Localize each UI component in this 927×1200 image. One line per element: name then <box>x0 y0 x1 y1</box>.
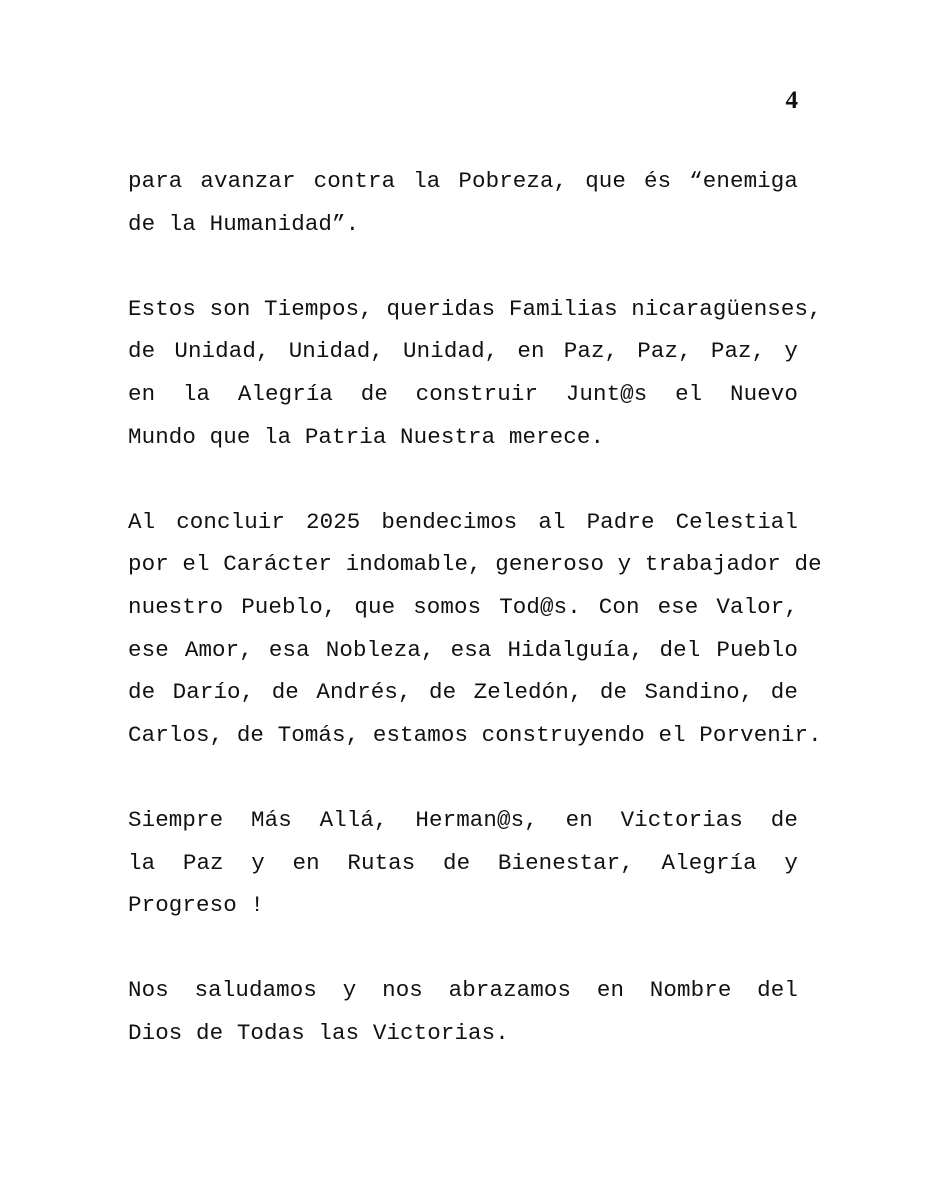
text-line: Al concluir 2025 bendecimos al Padre Celestial <box>128 508 798 535</box>
text-line: Nos saludamos y nos abrazamos en Nombre del <box>128 977 798 1004</box>
text-line: por el Carácter indomable, generoso y trabajador de <box>128 551 822 578</box>
text-line: Progreso ! <box>128 892 265 919</box>
text-line: nuestro Pueblo, que somos Tod@s. Con ese Valor, <box>128 593 798 620</box>
text-line: de Darío, de Andrés, de Zeledón, de Sandino, de <box>128 679 798 706</box>
text-line: de la Humanidad”. <box>128 210 360 237</box>
paragraph-victories <box>128 799 798 927</box>
text-line: Siempre Más Allá, Herman@s, en Victorias de <box>128 806 798 833</box>
paragraph-unity <box>128 288 822 458</box>
text-line: de Unidad, Unidad, Unidad, en Paz, Paz, Paz, y <box>128 338 798 365</box>
text-line: Estos son Tiempos, queridas Familias nicaragüenses, <box>128 295 822 322</box>
text-line: Mundo que la Patria Nuestra merece. <box>128 423 605 450</box>
text-line: Dios de Todas las Victorias. <box>128 1019 509 1046</box>
text-line: ese Amor, esa Nobleza, esa Hidalguía, del Pueblo <box>128 636 798 663</box>
paragraph-poverty <box>128 160 798 245</box>
text-line: en la Alegría de construir Junt@s el Nuevo <box>128 380 798 407</box>
document-body <box>128 160 822 1097</box>
paragraph-greeting <box>128 969 798 1054</box>
text-line: para avanzar contra la Pobreza, que és “enemiga <box>128 168 798 194</box>
text-line: Carlos, de Tomás, estamos construyendo el Porvenir. <box>128 721 822 748</box>
paragraph-blessing <box>128 501 822 757</box>
page-number: 4 <box>785 87 798 114</box>
text-line: la Paz y en Rutas de Bienestar, Alegría y <box>128 849 798 876</box>
